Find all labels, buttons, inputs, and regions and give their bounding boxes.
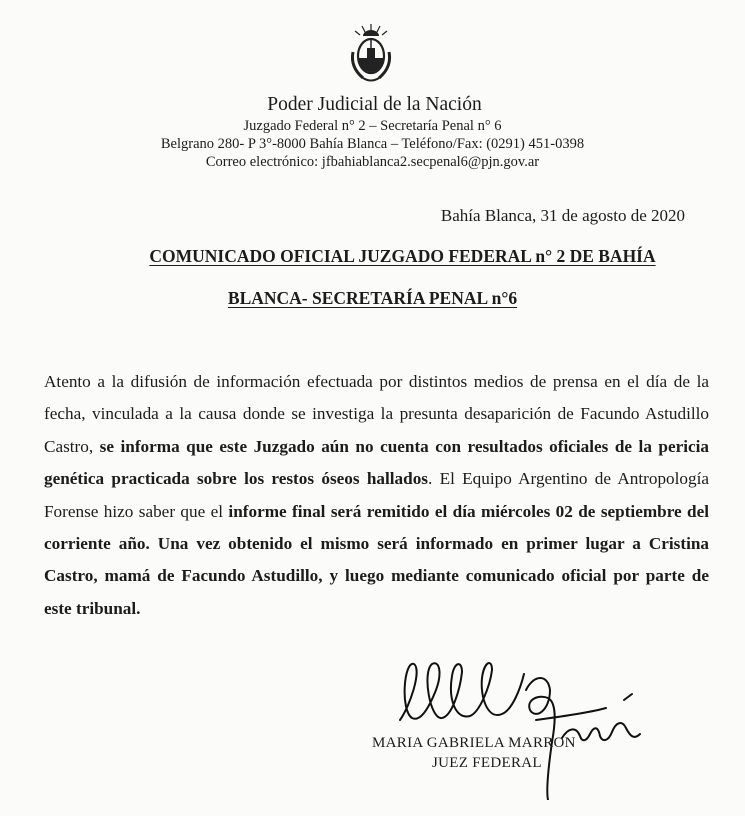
judge-name: MARIA GABRIELA MARRON <box>372 735 576 751</box>
court-title: Poder Judicial de la Nación <box>267 94 482 115</box>
judge-title: JUEZ FEDERAL <box>432 755 542 771</box>
subject-line-1: COMUNICADO OFICIAL JUZGADO FEDERAL n° 2 DE BAHÍA <box>149 246 656 266</box>
court-email: Correo electrónico: jfbahiablanca2.secpenal6@pjn.gov.ar <box>205 154 540 170</box>
court-unit: Juzgado Federal n° 2 – Secretaría Penal n° 6 <box>243 118 502 134</box>
handwritten-signature <box>396 650 666 800</box>
document-date: Bahía Blanca, 31 de agosto de 2020 <box>440 206 685 225</box>
body-segment: se informa que este Juzgado aún no cuenta con resultados oficiales de la pericia genética practicada sobre los restos óseos hallados <box>44 436 709 489</box>
body-segment: informe final será remitido el día miércoles 02 de septiembre del corriente año. Una vez obtenido el mismo será informado en primer lugar a Cristina Castro, mamá de Facundo Astudillo, y luego mediante comunicado oficial por parte de este tribunal. <box>44 501 709 618</box>
body-segment: . El Equipo Argentino de Antropología Forense hizo saber que el <box>44 469 710 521</box>
subject-line-2: BLANCA- SECRETARÍA PENAL n°6 <box>227 288 518 308</box>
argentina-coat-of-arms-icon <box>347 22 395 84</box>
court-address: Belgrano 280- P 3°-8000 Bahía Blanca – Teléfono/Fax: (0291) 451-0398 <box>160 136 585 152</box>
communique-body <box>44 366 709 625</box>
body-segment: Atento a la difusión de información efectuada por distintos medios de prensa en el día de la fecha, vinculada a la causa donde se investiga la presunta desaparición de Facundo Astudillo Castro, <box>44 372 709 456</box>
